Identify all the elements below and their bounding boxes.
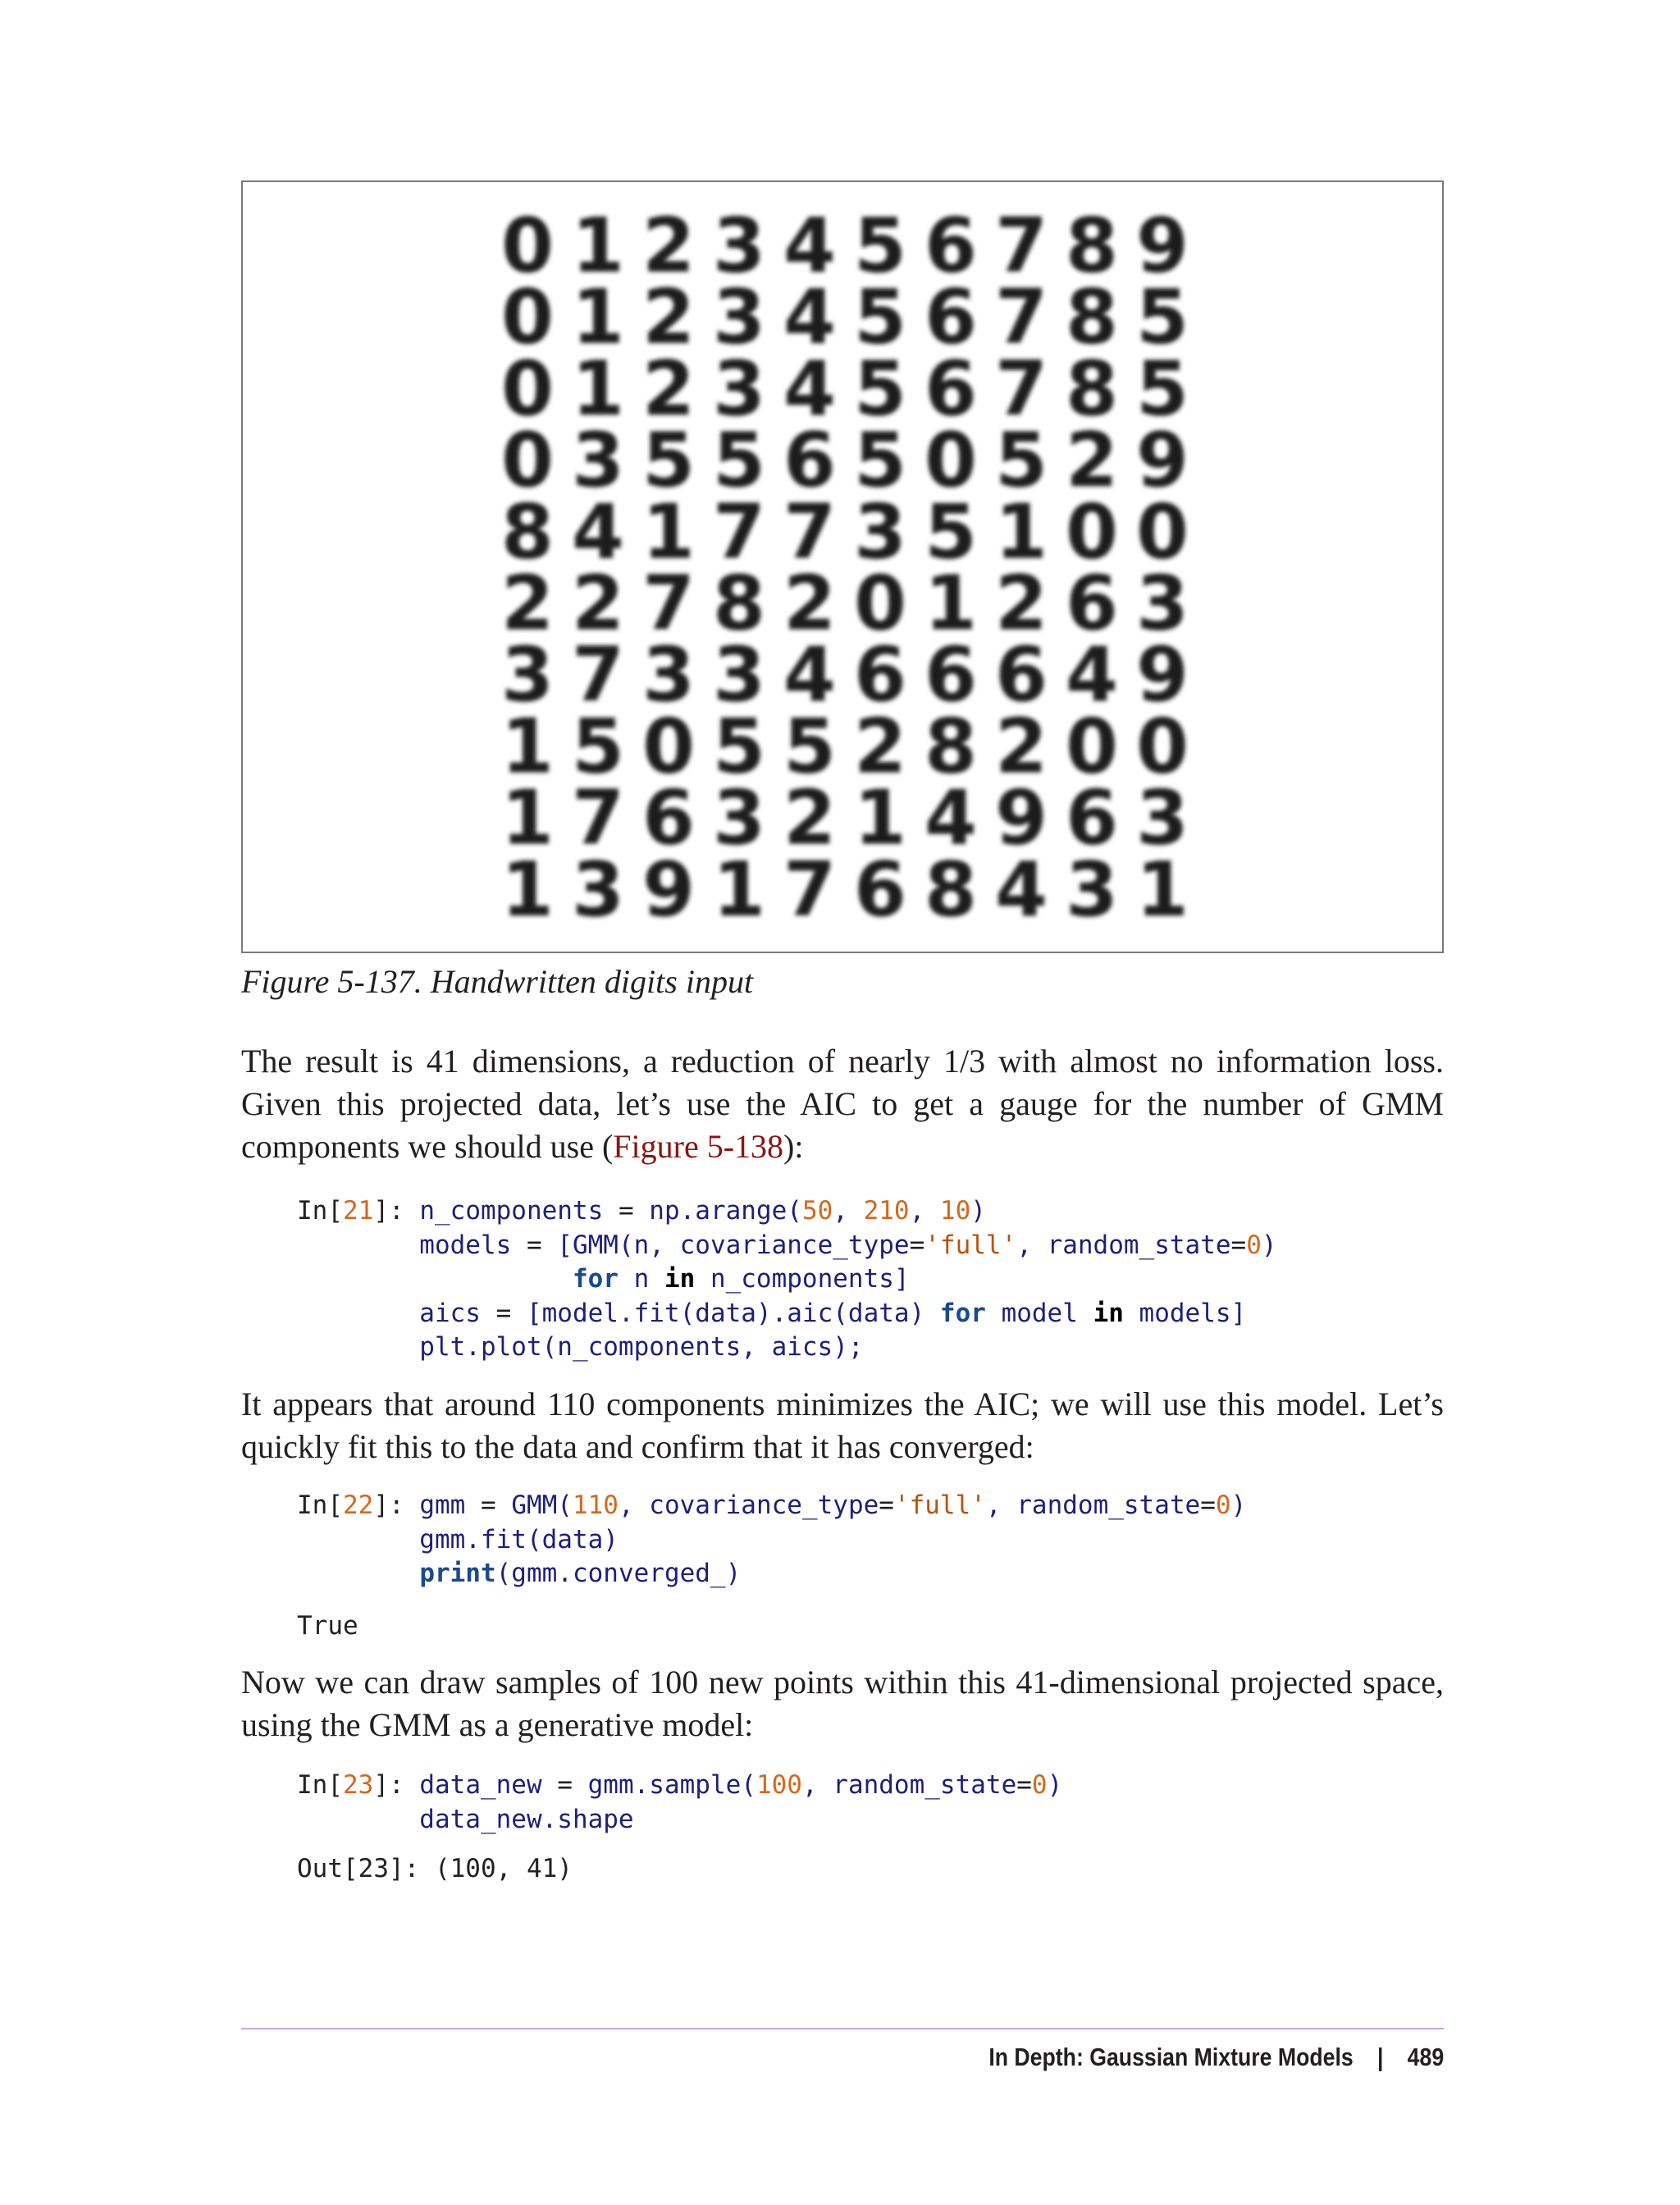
footer-rule	[241, 2028, 1444, 2029]
digit-sample: 3	[1135, 559, 1189, 647]
digit-sample: 5	[712, 416, 766, 504]
digit-sample: 0	[1135, 487, 1189, 576]
paragraph-3: Now we can draw samples of 100 new points within this 41-dimensional projected space, using the GMM as a generative model:	[241, 1664, 1444, 1743]
digit-sample: 2	[853, 702, 907, 791]
code-cell-23: In[23]: data_new = gmm.sample(100, random_state=0) data_new.shape	[297, 1770, 1063, 1834]
digit-sample: 7	[712, 487, 766, 576]
code-cell-22: In[22]: gmm = GMM(110, covariance_type='full', random_state=0) gmm.fit(data) print(gmm.converged_)	[297, 1491, 1247, 1588]
digit-sample: 4	[571, 487, 625, 576]
digit-sample: 6	[924, 345, 978, 433]
digit-sample: 8	[1065, 345, 1119, 433]
digit-sample: 1	[500, 702, 555, 791]
digit-sample: 5	[1135, 273, 1189, 362]
digit-sample: 4	[783, 345, 837, 433]
digit-sample: 9	[1135, 416, 1189, 504]
paragraph-2: It appears that around 110 components minimizes the AIC; we will use this model. Let’s quickly fit this to the data and confirm that it has converged:	[241, 1386, 1444, 1465]
digit-sample: 3	[641, 631, 696, 719]
digit-sample: 5	[783, 702, 837, 791]
digit-sample: 1	[641, 487, 696, 576]
digit-sample: 6	[1065, 774, 1119, 862]
digit-sample: 5	[641, 416, 696, 504]
digit-sample: 7	[641, 559, 696, 647]
digit-sample: 5	[853, 416, 907, 504]
digit-sample: 8	[924, 702, 978, 791]
digit-sample: 3	[571, 845, 625, 925]
digit-sample: 4	[1065, 631, 1119, 719]
digit-sample: 7	[994, 210, 1048, 290]
digit-sample: 8	[500, 487, 555, 576]
digit-sample: 3	[853, 487, 907, 576]
digit-sample: 6	[641, 774, 696, 862]
digit-sample: 1	[571, 345, 625, 433]
digit-sample: 3	[712, 273, 766, 362]
digit-sample: 8	[1065, 273, 1119, 362]
digit-sample: 7	[783, 487, 837, 576]
footer-separator: |	[1376, 2043, 1384, 2071]
digit-sample: 9	[1135, 210, 1189, 290]
digit-sample: 2	[994, 559, 1048, 647]
digit-sample: 2	[641, 210, 696, 290]
digit-sample: 1	[571, 210, 625, 290]
digit-sample: 0	[1065, 702, 1119, 791]
digit-sample: 6	[994, 631, 1048, 719]
digit-sample: 5	[853, 273, 907, 362]
digit-sample: 7	[994, 273, 1048, 362]
digit-sample: 1	[853, 774, 907, 862]
digit-sample: 5	[853, 210, 907, 290]
digit-sample: 4	[783, 273, 837, 362]
digit-sample: 3	[571, 416, 625, 504]
digit-sample: 0	[500, 273, 555, 362]
figure-reference-link[interactable]: Figure 5-138	[613, 1128, 784, 1165]
digit-sample: 5	[712, 702, 766, 791]
digit-sample: 0	[1065, 487, 1119, 576]
paragraph-1: The result is 41 dimensions, a reduction of nearly 1/3 with almost no information loss. Given this projected data, let’s use the AIC to get a gauge for the number of GMM components we should use (Figure 5-138):	[241, 1043, 1444, 1165]
digit-sample: 1	[1135, 845, 1189, 925]
digit-sample: 7	[994, 345, 1048, 433]
digit-sample: 4	[783, 631, 837, 719]
digit-sample: 6	[924, 273, 978, 362]
digit-sample: 6	[853, 845, 907, 925]
digit-sample: 3	[712, 774, 766, 862]
digit-sample: 2	[994, 702, 1048, 791]
digit-sample: 3	[712, 345, 766, 433]
digit-sample: 6	[924, 210, 978, 290]
digit-sample: 3	[1065, 845, 1119, 925]
code-cell-21: In[21]: n_components = np.arange(50, 210, 10) models = [GMM(n, covariance_type='full', random_state=0) for n in n_components] aics = [model.fit(data).aic(data) for model in models] plt.plot(n_components, aics);	[297, 1196, 1277, 1362]
digit-sample: 2	[783, 559, 837, 647]
digit-sample: 1	[924, 559, 978, 647]
digit-sample: 2	[641, 345, 696, 433]
digit-sample: 6	[1065, 559, 1119, 647]
digit-sample: 5	[994, 416, 1048, 504]
digit-sample: 3	[712, 631, 766, 719]
digit-sample: 4	[924, 774, 978, 862]
digit-sample: 0	[924, 416, 978, 504]
digit-sample: 7	[571, 774, 625, 862]
digit-sample: 9	[641, 845, 696, 925]
digit-sample: 2	[571, 559, 625, 647]
running-footer	[988, 2041, 1444, 2074]
digit-sample: 5	[1135, 345, 1189, 433]
digit-sample: 4	[783, 210, 837, 290]
output-22: True	[297, 1611, 358, 1641]
digit-sample: 4	[994, 845, 1048, 925]
digit-sample: 0	[1135, 702, 1189, 791]
digit-sample: 5	[924, 487, 978, 576]
digit-sample: 7	[783, 845, 837, 925]
digit-sample: 5	[571, 702, 625, 791]
digit-sample: 6	[924, 631, 978, 719]
digit-sample: 1	[500, 774, 555, 862]
digit-sample: 7	[571, 631, 625, 719]
digit-sample: 0	[500, 416, 555, 504]
digit-sample: 1	[994, 487, 1048, 576]
digit-sample: 2	[641, 273, 696, 362]
digit-sample: 8	[924, 845, 978, 925]
figure-caption: Figure 5-137. Handwritten digits input	[241, 963, 754, 1000]
digit-sample: 3	[500, 631, 555, 719]
digit-sample: 6	[783, 416, 837, 504]
digit-sample: 3	[712, 210, 766, 290]
digit-sample: 1	[571, 273, 625, 362]
digit-sample: 2	[500, 559, 555, 647]
output-23: Out[23]: (100, 41)	[297, 1854, 573, 1883]
digit-sample: 0	[853, 559, 907, 647]
page-number: 489	[1407, 2043, 1444, 2071]
digit-sample: 0	[641, 702, 696, 791]
digit-sample: 2	[783, 774, 837, 862]
digit-sample: 5	[853, 345, 907, 433]
digit-sample: 1	[712, 845, 766, 925]
digit-sample: 8	[712, 559, 766, 647]
digit-sample: 0	[500, 210, 555, 290]
digit-sample: 2	[1065, 416, 1119, 504]
digit-sample: 9	[994, 774, 1048, 862]
digit-sample: 6	[853, 631, 907, 719]
chapter-title: In Depth: Gaussian Mixture Models	[988, 2043, 1354, 2071]
digit-sample: 8	[1065, 210, 1119, 290]
digit-sample: 9	[1135, 631, 1189, 719]
handwritten-digits-image	[492, 210, 1198, 925]
digit-sample: 3	[1135, 774, 1189, 862]
digit-sample: 1	[500, 845, 555, 925]
digit-sample: 0	[500, 345, 555, 433]
